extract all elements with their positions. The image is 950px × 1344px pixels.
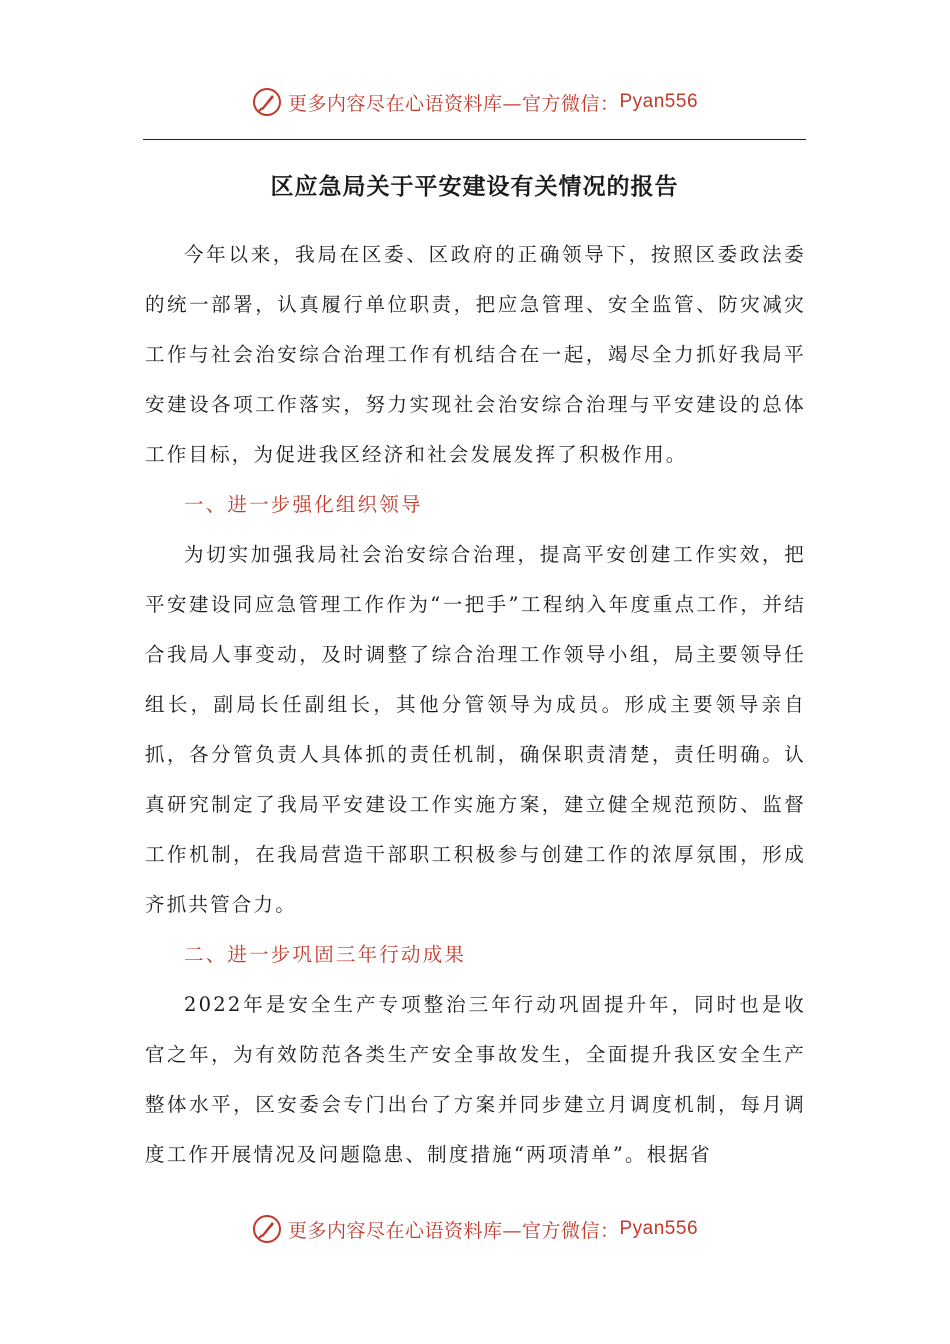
banner-text: 更多内容尽在心语资料库—官方微信： (287, 92, 620, 115)
section-heading-1: 一、进一步强化组织领导 (184, 493, 423, 516)
document-body (145, 230, 806, 1180)
section-heading-2: 二、进一步巩固三年行动成果 (184, 943, 467, 966)
banner-wechat-id: Pyan556 (619, 91, 699, 112)
paragraph-section-2: 2022年是安全生产专项整治三年行动巩固提升年，同时也是收官之年，为有效防范各类生产安全事故发生，全面提升我区安全生产整体水平，区安委会专门出台了方案并同步建立月调度机制，每月调度工作开展情况及问题隐患、制度措施“两项清单”。根据省 (145, 993, 806, 1166)
quill-logo-icon (252, 87, 282, 117)
banner-wechat-id: Pyan556 (619, 1218, 699, 1239)
footer-banner (0, 1209, 950, 1249)
header-banner (0, 82, 950, 122)
banner-text: 更多内容尽在心语资料库—官方微信： (287, 1219, 620, 1242)
quill-logo-icon (252, 1214, 282, 1244)
header-divider (143, 139, 806, 140)
document-title: 区应急局关于平安建设有关情况的报告 (270, 173, 679, 200)
paragraph-intro: 今年以来，我局在区委、区政府的正确领导下，按照区委政法委的统一部署，认真履行单位职责，把应急管理、安全监管、防灾减灾工作与社会治安综合治理工作有机结合在一起，竭尽全力抓好我局平安建设各项工作落实，努力实现社会治安综合治理与平安建设的总体工作目标，为促进我区经济和社会发展发挥了积极作用。 (145, 243, 806, 466)
paragraph-section-1: 为切实加强我局社会治安综合治理，提高平安创建工作实效，把平安建设同应急管理工作作为“一把手”工程纳入年度重点工作，并结合我局人事变动，及时调整了综合治理工作领导小组，局主要领导任组长，副局长任副组长，其他分管领导为成员。形成主要领导亲自抓，各分管负责人具体抓的责任机制，确保职责清楚，责任明确。认真研究制定了我局平安建设工作实施方案，建立健全规范预防、监督工作机制，在我局营造干部职工积极参与创建工作的浓厚氛围，形成齐抓共管合力。 (145, 543, 806, 916)
